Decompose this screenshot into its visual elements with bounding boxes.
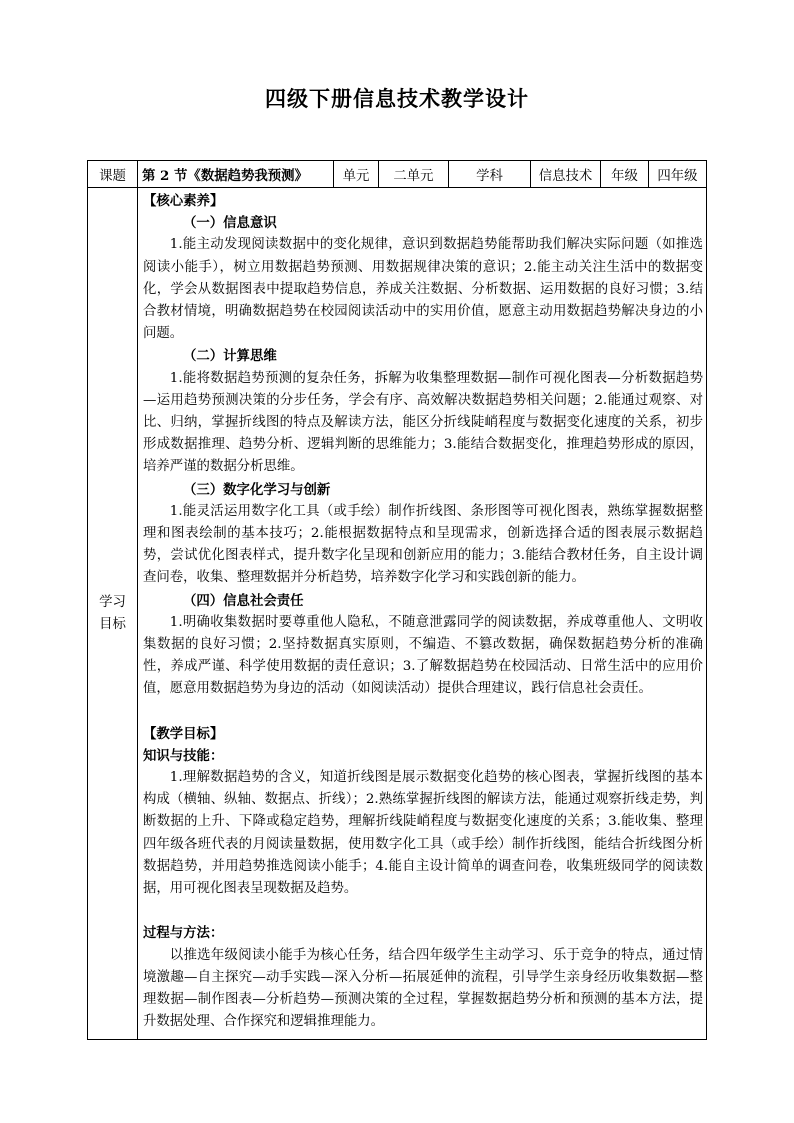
computational-thinking-heading: （二）计算思维	[183, 348, 277, 365]
goals-row	[88, 188, 707, 1040]
info-awareness-heading: （一）信息意识	[183, 215, 277, 232]
subject-label: 学科	[449, 161, 531, 188]
subject-value: 信息技术	[531, 161, 601, 188]
info-awareness-text: 1.能主动发现阅读数据中的变化规律，意识到数据趋势能帮助我们解决实际问题（如推选阅读小能手），树立用数据趋势预测、用数据规律决策的意识；2.能主动关注生活中的数据变化，学会从数据图表中提取趋势信息，养成关注数据、分析数据、运用数据的良好习惯；3.结合教材情境，明确数据趋势在校园阅读活动中的实用价值，愿意主动用数据趋势解决身边的小问题。	[143, 237, 703, 342]
spacer	[143, 900, 703, 922]
grade-label: 年级	[601, 161, 649, 188]
topic-value: 第 2 节《数据趋势我预测》	[138, 161, 334, 188]
social-responsibility-text: 1.明确收集数据时要尊重他人隐私，不随意泄露同学的阅读数据，养成尊重他人、文明收集数据的良好习惯；2.坚持数据真实原则，不编造、不篡改数据，确保数据趋势分析的准确性，养成严谨、科学使用数据的责任意识；3.了解数据趋势在校园活动、日常生活中的应用价值，愿意用数据趋势为身边的活动（如阅读活动）提供合理建议，践行信息社会责任。	[143, 614, 703, 697]
topic-label: 课题	[88, 161, 138, 188]
teaching-goals-heading: 【教学目标】	[143, 725, 224, 742]
goals-content	[138, 188, 707, 1040]
knowledge-skills-heading: 知识与技能：	[143, 747, 224, 764]
grade-value: 四年级	[649, 161, 707, 188]
core-literacy-heading: 【核心素养】	[143, 193, 224, 209]
spacer	[143, 701, 703, 723]
unit-value: 二单元	[379, 161, 449, 188]
learning-goals-label-line1: 学习	[99, 594, 126, 610]
document-title: 四级下册信息技术教学设计	[265, 86, 529, 111]
learning-goals-label-line2: 目标	[99, 616, 126, 632]
digital-learning-heading: （三）数字化学习与创新	[183, 481, 331, 498]
unit-label: 单元	[334, 161, 379, 188]
process-methods-heading: 过程与方法：	[143, 925, 224, 942]
digital-learning-text: 1.能灵活运用数字化工具（或手绘）制作折线图、条形图等可视化图表，熟练掌握数据整理和图表绘制的基本技巧；2.能根据数据特点和呈现需求，创新选择合适的图表展示数据趋势，尝试优化图表样式，提升数字化呈现和创新应用的能力；3.能结合教材任务，自主设计调查问卷，收集、整理数据并分析趋势，培养数字化学习和实践创新的能力。	[143, 503, 703, 586]
knowledge-skills-text: 1.理解数据趋势的含义，知道折线图是展示数据变化趋势的核心图表，掌握折线图的基本构成（横轴、纵轴、数据点、折线）；2.熟练掌握折线图的解读方法，能通过观察折线走势，判断数据的上升、下降或稳定趋势，理解折线陡峭程度与数据变化速度的关系；3.能收集、整理四年级各班代表的月阅读量数据，使用数字化工具（或手绘）制作折线图，能结合折线图分析数据趋势，并用趋势推选阅读小能手；4.能自主设计简单的调查问卷，收集班级同学的阅读数据，用可视化图表呈现数据及趋势。	[143, 770, 703, 897]
learning-goals-label	[88, 188, 138, 1040]
process-methods-text: 以推选年级阅读小能手为核心任务，结合四年级学生主动学习、乐于竞争的特点，通过情境激趣—自主探究—动手实践—深入分析—拓展延伸的流程，引导学生亲身经历收集数据—整理数据—制作图表—分析趋势—预测决策的全过程，掌握数据趋势分析和预测的基本方法，提升数据处理、合作探究和逻辑推理能力。	[143, 947, 703, 1030]
header-row	[88, 161, 707, 188]
social-responsibility-heading: （四）信息社会责任	[183, 592, 304, 609]
computational-thinking-text: 1.能将数据趋势预测的复杂任务，拆解为收集整理数据—制作可视化图表—分析数据趋势—运用趋势预测决策的分步任务，学会有序、高效解决数据趋势相关问题；2.能通过观察、对比、归纳，掌握折线图的特点及解读方法，能区分折线陡峭程度与数据变化速度的关系，初步形成数据推理、趋势分析、逻辑判断的思维能力；3.能结合数据变化，推理趋势形成的原因，培养严谨的数据分析思维。	[143, 370, 703, 475]
lesson-plan-table	[87, 160, 707, 1040]
